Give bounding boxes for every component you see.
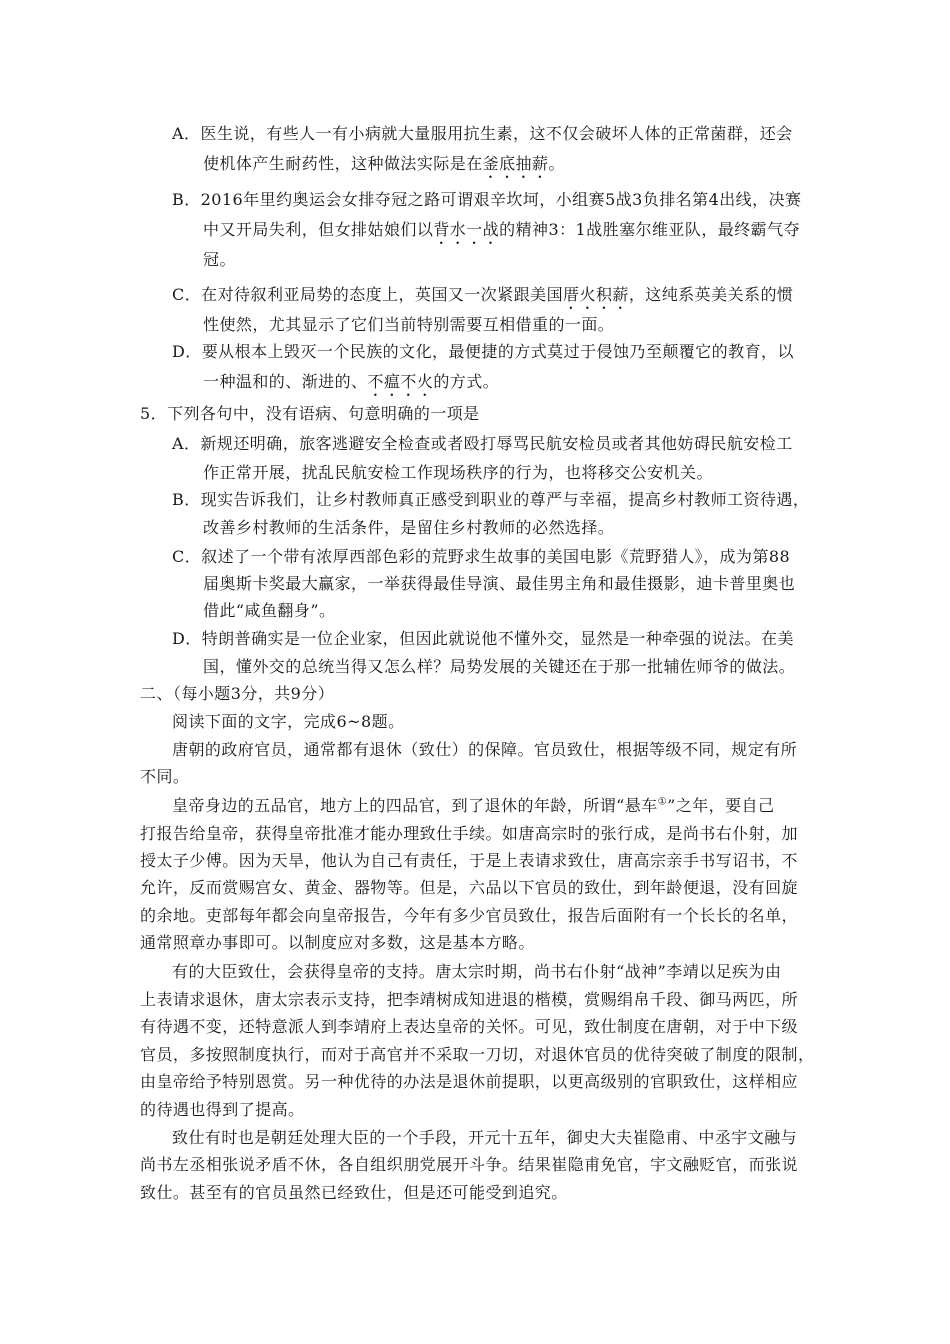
passage-p2-line4: 允许，反而赏赐宫女、黄金、器物等。但是，六品以下官员的致仕，到年龄便退，没有回旋 [140,878,799,897]
passage-p2-line3: 授太子少傅。因为天旱，他认为自己有责任，于是上表请求致仕，唐高宗亲手书写诏书，不 [140,851,799,870]
q4-option-b-line2 [203,220,800,248]
q5-stem: 5．下列各句中，没有语病、句意明确的一项是 [140,404,480,423]
text-segment: 的方式。 [433,372,500,391]
q5-option-c-line1: C．叙述了一个带有浓厚西部色彩的荒野求生故事的美国电影《荒野猎人》，成为第88 [172,547,791,566]
q5-option-c-line2: 届奥斯卡奖最大赢家，一举获得最佳导演、最佳男主角和最佳摄影，迪卡普里奥也 [203,574,796,593]
q4-option-a-line1: A．医生说，有些人一有小病就大量服用抗生素，这不仅会破坏人体的正常菌群，还会 [172,124,793,143]
q5-option-d-line1: D．特朗普确实是一位企业家，但因此就说他不懂外交，显然是一种牵强的说法。在美 [172,629,794,648]
q5-option-c-line3: 借此“咸鱼翻身”。 [203,601,336,620]
q5-option-b-line1: B．现实告诉我们，让乡村教师真正感受到职业的尊严与幸福，提高乡村教师工资待遇， [172,490,810,509]
passage-p1-line1: 唐朝的政府官员，通常都有退休（致仕）的保障。官员致仕，根据等级不同，规定有所 [172,740,798,759]
passage-p3-line2: 上表请求退休，唐太宗表示支持，把李靖树成知进退的楷模，赏赐绢帛千段、御马两匹，所 [140,990,799,1009]
footnote-marker: ① [657,796,668,808]
passage-p2-line2: 打报告给皇帝，获得皇帝批准才能办理致仕手续。如唐高宗时的张行成，是尚书右仆射，加 [140,824,799,843]
text-segment: 中又开局失利，但女排姑娘们以 [203,220,434,239]
passage-p4-line1: 致仕有时也是朝廷处理大臣的一个手段，开元十五年，御史大夫崔隐甫、中丞宇文融与 [172,1128,798,1147]
q4-option-d-line2 [203,372,499,400]
passage-p4-line3: 致仕。甚至有的官员虽然已经致仕，但是还可能受到追究。 [140,1183,568,1202]
text-segment: ，这纯系英美关系的惯 [628,285,794,304]
text-segment: 一种温和的、渐进的、 [203,372,368,391]
passage-p3-line1: 有的大臣致仕，会获得皇帝的支持。唐太宗时期，尚书右仆射“战神”李靖以足疾为由 [172,962,782,981]
passage-p3-line4: 官员，多按照制度执行，而对于高官并不采取一刀切，对退休官员的优待突破了制度的限制， [140,1045,815,1064]
passage-p3-line6: 的待遇也得到了提高。 [140,1100,305,1119]
q4-option-b-line3: 冠。 [203,250,236,269]
passage-p3-line3: 有待遇不变，还特意派人到李靖府上表达皇帝的关怀。可见，致仕制度在唐朝，对于中下级 [140,1017,799,1036]
emphasized-idiom: 不瘟不火 [367,372,434,391]
text-segment: 。 [548,154,565,173]
emphasized-idiom: 釜底抽薪 [482,154,549,173]
passage-p2-line1 [172,796,774,816]
q5-option-a-line2: 作正常开展，扰乱民航安检工作现场秩序的行为，也将移交公安机关。 [203,463,713,482]
text-segment: 皇帝身边的五品官，地方上的四品官，到了退休的年龄，所谓“悬车 [172,796,658,815]
text-segment: C．在对待叙利亚局势的态度上，英国又一次紧跟美国 [172,285,564,304]
q4-option-b-line1: B．2016年里约奥运会女排夺冠之路可谓艰辛坎坷，小组赛5战3负排名第4出线，决赛 [172,190,802,209]
emphasized-idiom: 背水一战 [433,220,500,239]
emphasized-idiom: 厝火积薪 [563,285,629,304]
passage-p3-line5: 由皇帝给予特别恩赏。另一种优待的办法是退休前提职，以更高级别的官职致仕，这样相应 [140,1072,799,1091]
q5-option-b-line2: 改善乡村教师的生活条件，是留住乡村教师的必然选择。 [203,518,615,537]
text-segment: 使机体产生耐药性，这种做法实际是在 [203,154,483,173]
passage-p2-line5: 的余地。吏部每年都会向皇帝报告，今年有多少官员致仕，报告后面附有一个长长的名单， [140,906,799,925]
section-heading: 二、（每小题3分，共9分） [140,684,335,703]
text-segment: ”之年，要自己 [667,796,775,815]
q5-option-a-line1: A．新规还明确，旅客逃避安全检查或者殴打辱骂民航安检员或者其他妨碍民航安检工 [172,434,793,453]
reading-instruction: 阅读下面的文字，完成6~8题。 [172,712,405,731]
q4-option-d-line1: D．要从根本上毁灭一个民族的文化，最便捷的方式莫过于侵蚀乃至颠覆它的教育，以 [172,342,794,361]
passage-p2-line6: 通常照章办事即可。以制度应对多数，这是基本方略。 [140,933,535,952]
q4-option-c-line2: 性使然，尤其显示了它们当前特别需要互相借重的一面。 [203,315,615,334]
q5-option-d-line2: 国，懂外交的总统当得又怎么样？局势发展的关键还在于那一批辅佐师爷的做法。 [203,657,796,676]
q4-option-a-line2 [203,154,565,182]
passage-p1-line2: 不同。 [140,767,190,786]
q4-option-c-line1 [172,285,793,313]
text-segment: 的精神3：1战胜塞尔维亚队，最终霸气夺 [499,220,801,239]
passage-p4-line2: 尚书左丞相张说矛盾不休，各自组织朋党展开斗争。结果崔隐甫免官，宇文融贬官，而张说 [140,1155,799,1174]
